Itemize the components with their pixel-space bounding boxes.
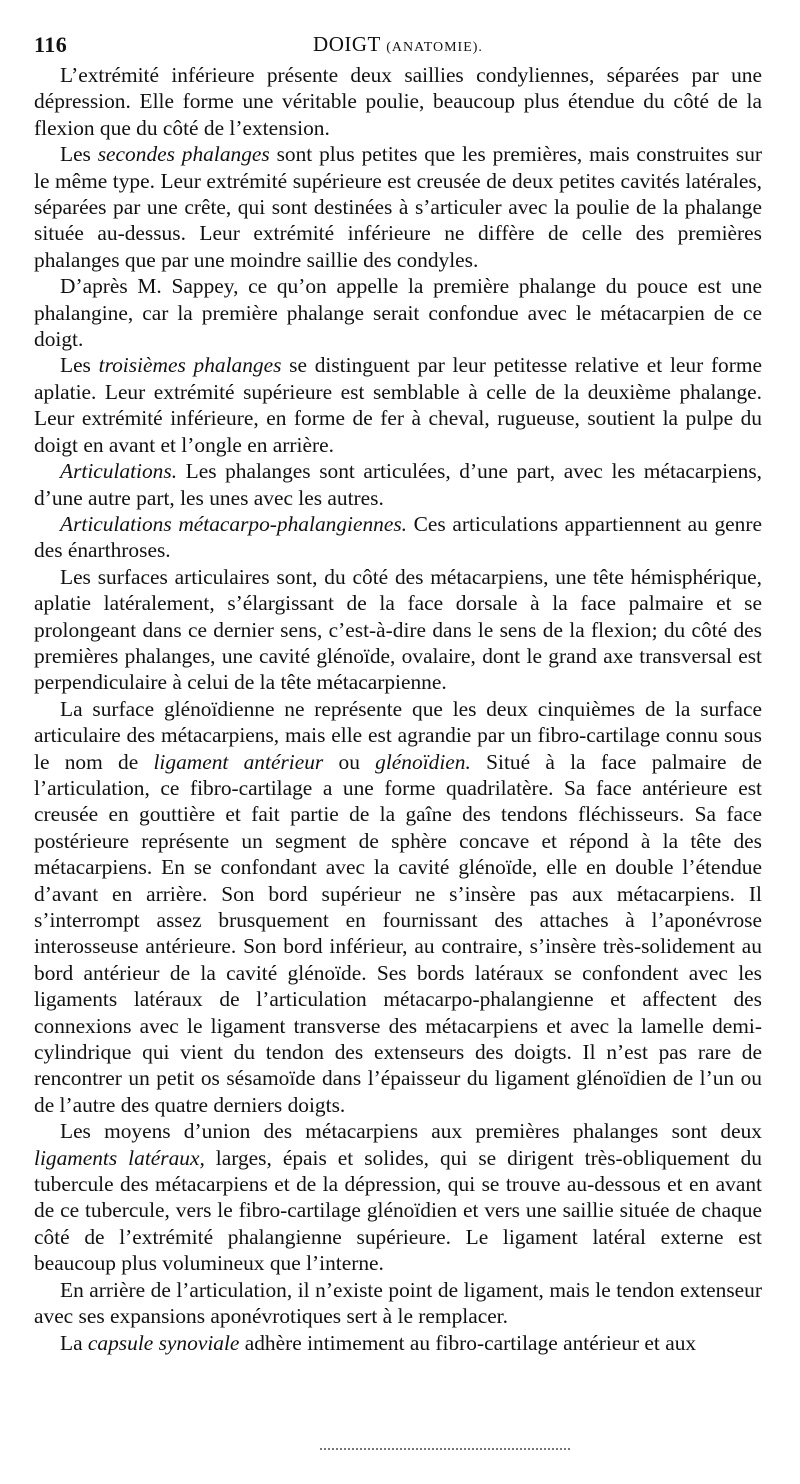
paragraph-text: Situé à la face palmaire de l’articulation, ce fibro-cartilage a une forme quadrilatère. Sa face antérieure est creusée en gouttière et fait partie de la gaîne des tendons fléchisseurs. Sa face postérieure représente un segment de sphère concave et répond à la tête des métacarpiens. En se confondant avec la cavité glénoïde, elle en double l’étendue d’avant en arrière. Son bord supérieur ne s’insère pas aux métacarpiens. Il s’interrompt assez brusquement en fournissant des attaches à l’aponévrose interosseuse antérieure. Son bord inférieur, au contraire, s’insère très-solidement au bord antérieur de la cavité glénoïde. Ses bords latéraux se confondent avec les ligaments latéraux de l’articulation métacarpo-phalangienne et affectent des connexions avec le ligament transverse des métacarpiens et avec la lamelle demi-cylindrique qui vient du tendon des extenseurs des doigts. Il n’est pas rare de rencontrer un petit os sésamoïde dans l’épaisseur du ligament glénoïdien de l’un ou de l’autre des quatre derniers doigts. — [34, 749, 762, 1117]
page-header — [34, 30, 762, 62]
paragraph-text: Les surfaces articulaires sont, du côté des métacarpiens, une tête hémisphérique, aplatie latéralement, s’élargissant de la face dorsale à la face palmaire et se prolongeant dans ce dernier sens, c’est-à-dire dans le sens de la flexion; du côté des premières phalanges, une cavité glénoïde, ovalaire, dont le grand axe transversal est perpendiculaire à celui de la tête métacarpienne. — [34, 564, 762, 695]
paragraph-text: larges, épais et solides, qui se dirigent très-obliquement du tubercule des métacarpiens et de la dépression, qui se trouve au-dessous et en avant de ce tubercule, vers le fibro-cartilage glénoïdien et vers une saillie située de chaque côté de l’extrémité phalangienne supérieure. Le ligament latéral externe est beaucoup plus volumineux que l’interne. — [34, 1145, 762, 1276]
paragraph-text: sont plus petites que les premières, mais construites sur le même type. Leur extrémité supérieure est creusée de deux petites cavités latérales, séparées par une crête, qui sont destinées à s’articuler avec la poulie de la phalange située au-dessus. Leur extrémité inférieure ne diffère de celle des premières phalanges que par une moindre saillie des condyles. — [34, 142, 763, 272]
running-title — [34, 32, 762, 57]
paragraph — [34, 1330, 762, 1356]
paragraph-text: Les — [60, 142, 98, 167]
paragraph-text: La surface glénoïdienne ne représente que les deux cinquièmes de la surface articulaire des métacarpiens, mais elle est agrandie par un fibro-cartilage connu sous le nom de — [34, 696, 762, 774]
paragraph-text: La — [60, 1330, 88, 1355]
emphasis-term: capsule synoviale — [87, 1330, 240, 1355]
paragraph-text: L’extrémité inférieure présente deux saillies condyliennes, séparées par une dépression. Elle forme une véritable poulie, beaucoup plus étendue du côté de la flexion que du côté de l’extension. — [34, 63, 762, 140]
footer-divider — [320, 1448, 570, 1450]
emphasis-term: ligaments latéraux, — [34, 1145, 205, 1170]
paragraph — [34, 511, 762, 564]
paragraph-text: ou — [323, 749, 376, 774]
paragraph — [34, 564, 762, 696]
page-number: 116 — [34, 32, 68, 57]
paragraph-text: Les phalanges sont articulées, d’une part, avec les métacarpiens, d’une autre part, les unes avec les autres. — [34, 459, 762, 510]
emphasis-term: troisièmes phalanges — [98, 353, 282, 378]
paragraph-text: En arrière de l’articulation, il n’existe point de ligament, mais le tendon extenseur avec ses expansions aponévrotiques sert à le remplacer. — [34, 1277, 762, 1329]
emphasis-term: glénoïdien. — [375, 749, 471, 774]
running-title-main: DOIGT — [313, 32, 381, 56]
paragraph — [34, 1277, 762, 1330]
paragraph — [34, 62, 762, 141]
paragraph — [34, 273, 762, 352]
paragraph-text: se distinguent par leur petitesse relative et leur forme aplatie. Leur extrémité supérieure est semblable à celle de la deuxième phalange. Leur extrémité inférieure, en forme de fer à cheval, rugueuse, soutient la pulpe du doigt en avant et l’ongle en arrière. — [34, 353, 763, 457]
emphasis-term: secondes phalanges — [97, 142, 270, 167]
paragraph-text: Ces articulations appartiennent au genre des énarthroses. — [34, 511, 762, 563]
emphasis-term: ligament antérieur — [153, 749, 324, 774]
running-title-sub: (ANATOMIE). — [386, 40, 483, 55]
paragraph — [34, 696, 762, 1119]
paragraph-text: adhère intimement au fibro-cartilage antérieur et aux — [239, 1330, 697, 1355]
paragraph — [34, 1118, 762, 1276]
paragraph — [34, 141, 762, 273]
section-heading: Articulations métacarpo-phalangiennes. — [60, 511, 408, 536]
paragraph-text: Les — [60, 353, 99, 378]
paragraph — [34, 458, 762, 511]
section-heading: Articulations. — [60, 459, 178, 484]
body-text — [34, 62, 762, 1356]
paragraph-text: D’après M. Sappey, ce qu’on appelle la première phalange du pouce est une phalangine, car la première phalange serait confondue avec le métacarpien de ce doigt. — [34, 274, 762, 352]
paragraph-text: Les moyens d’union des métacarpiens aux premières phalanges sont deux — [60, 1119, 762, 1144]
paragraph — [34, 352, 762, 458]
